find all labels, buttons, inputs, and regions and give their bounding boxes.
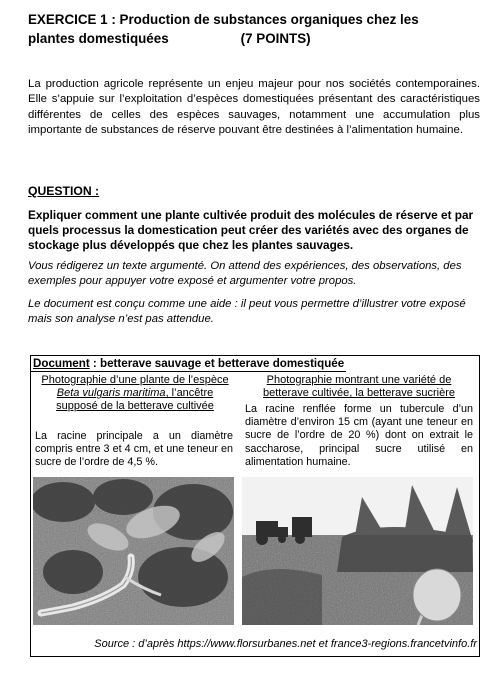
document-title-text: : betterave sauvage et betterave domestiquée — [89, 357, 345, 370]
wild-beet-caption-end: , l’ancêtre supposé de la betterave cultivée — [56, 387, 214, 413]
sugar-beet-photo — [242, 477, 473, 625]
question-heading — [28, 184, 99, 198]
instruction-argumented-text: Vous rédigerez un texte argumenté. On attend des expériences, des observations, des exemples pour appuyer votre exposé et argumenter votre propos. — [28, 260, 462, 288]
wild-beet-description: La racine principale a un diamètre compris entre 3 et 4 cm, et une teneur en sucre de l’ordre de 4,5 %. — [35, 430, 233, 469]
wild-beet-caption — [35, 374, 235, 414]
document-source: Source : d’après https://www.florsurbanes.net et france3-regions.francetvinfo.fr — [94, 638, 477, 650]
wild-beet-caption-start: Photographie d’une plante de l’espèce — [41, 374, 229, 386]
wild-beet-species: Beta vulgaris maritima — [56, 387, 166, 400]
question-heading-label: QUESTION — [28, 184, 92, 198]
sugar-beet-caption: Photographie montrant une variété de betterave cultivée, la betterave sucrière — [263, 374, 455, 400]
exercise-points: (7 POINTS) — [240, 31, 311, 46]
document-title — [33, 357, 344, 371]
question-text: Expliquer comment une plante cultivée produit des molécules de réserve et par quels processus la domestication peut créer des variétés avec des organes de stockage plus développés que chez les plantes sauvages. — [28, 208, 474, 253]
document-label: Document — [33, 357, 90, 370]
wild-beet-photo — [33, 477, 234, 625]
instruction-document-aid: Le document est conçu comme une aide : il peut vous permettre d’illustrer votre exposé mais son analyse n’est pas attendue. — [28, 298, 466, 326]
exercise-title — [28, 10, 468, 48]
exercise-title-line2: plantes domestiquées — [28, 31, 169, 46]
intro-paragraph: La production agricole représente un enjeu majeur pour nos sociétés contemporaines. Elle s’appuie sur l’exploitation d’espèces domestiquées présentant des caractéristiques différentes de celles des espèces sauvages, notamment une accumulation plus importante de substances de réserve pouvant être destinées à l’alimentation humaine. — [28, 78, 480, 136]
document-title-rule — [30, 371, 346, 372]
question-heading-colon: : — [91, 184, 100, 198]
exercise-title-line2-row — [28, 29, 468, 48]
sugar-beet-description: La racine renflée forme un tubercule d’un diamètre d’environ 15 cm (ayant une teneur en sucre de l’ordre de 20 %) dont on extrait le saccharose, principal sucre utilisé en alimentation humaine. — [245, 403, 473, 468]
exercise-title-line1: EXERCICE 1 : Production de substances organiques chez les — [28, 12, 419, 27]
